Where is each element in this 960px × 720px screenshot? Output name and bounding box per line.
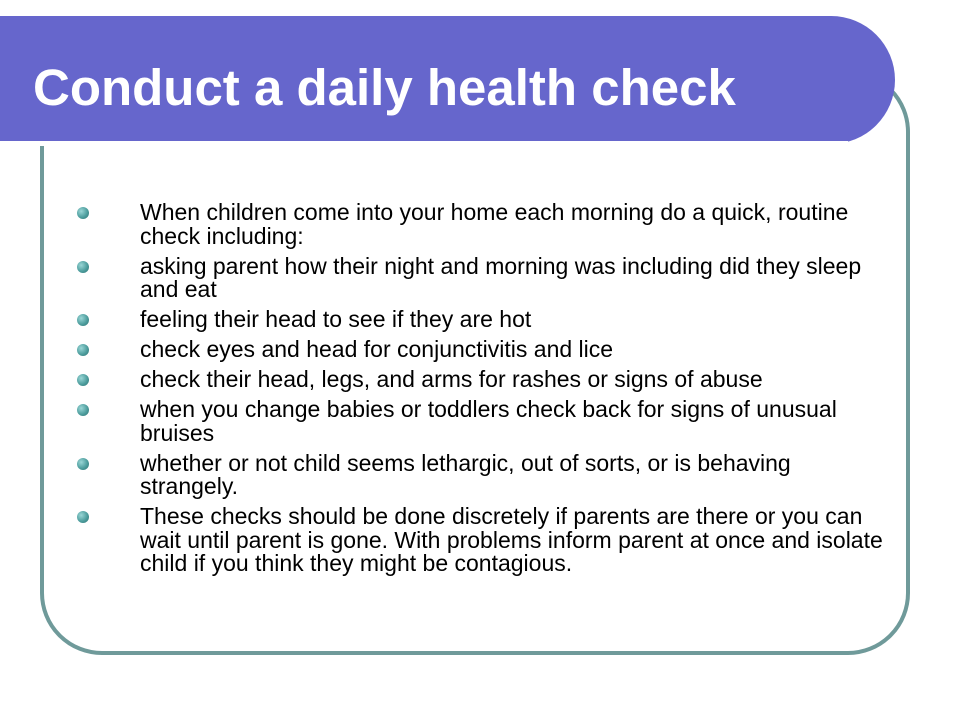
- bullet-text: check their head, legs, and arms for rashes or signs of abuse: [140, 366, 763, 392]
- bullet-dot-icon: [77, 404, 89, 416]
- slide-title: Conduct a daily health check: [33, 59, 736, 116]
- bullet-dot-icon: [77, 458, 89, 470]
- bullet-dot-icon: [77, 511, 89, 523]
- bullet-dot-icon: [77, 314, 89, 326]
- bullet-dot-icon: [77, 207, 89, 219]
- bullet-text: check eyes and head for conjunctivitis and lice: [140, 336, 614, 362]
- bullet-text: When children come into your home each morning do a quick, routine check including:: [140, 199, 849, 249]
- bullet-text: feeling their head to see if they are hot: [140, 306, 532, 332]
- bullet-item: [76, 449, 886, 499]
- bullet-item: [76, 398, 886, 445]
- bullet-text: whether or not child seems lethargic, out of sorts, or is behaving strangely.: [140, 449, 791, 499]
- bullet-item: [76, 252, 886, 302]
- bullet-item: [76, 201, 886, 248]
- bullet-item: [76, 308, 886, 332]
- bullet-item: [76, 338, 886, 362]
- bullet-text: These checks should be done discretely if parents are there or you can wait until parent is gone. With problems inform parent at once and isolate child if you think they might be contagious.: [140, 503, 883, 576]
- bullet-dot-icon: [77, 261, 89, 273]
- title-underline: [0, 141, 848, 146]
- bullet-list: [76, 201, 886, 582]
- bullet-text: when you change babies or toddlers check back for signs of unusual bruises: [140, 396, 837, 446]
- bullet-text: asking parent how their night and morning was including did they sleep and eat: [140, 252, 862, 302]
- bullet-dot-icon: [77, 374, 89, 386]
- bullet-item: [76, 505, 886, 576]
- bullet-dot-icon: [77, 344, 89, 356]
- bullet-item: [76, 368, 886, 392]
- title-bar: [0, 16, 895, 144]
